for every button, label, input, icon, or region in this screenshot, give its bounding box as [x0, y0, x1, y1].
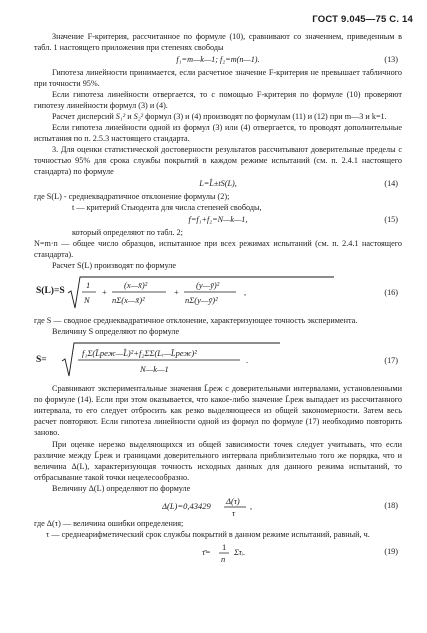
equation-number-18: (18) [384, 501, 398, 510]
svg-text:nΣ(x—x̄)²: nΣ(x—x̄)² [112, 295, 145, 305]
formula-13-text: f₁=m—k—1; f₂=m(n—1). [176, 55, 260, 64]
paragraph-where-s: где S — сводное среднеквадратичное отклонение, характеризующее точность эксперимента. [34, 316, 358, 325]
paragraph-delta-calc: Величину Δ(L) определяют по формуле [52, 484, 191, 493]
svg-text:τ: τ [232, 508, 236, 517]
dispersion-pre: Расчет дисперсий [52, 112, 114, 121]
svg-text:+: + [174, 287, 179, 297]
equation-number-16: (16) [384, 288, 398, 297]
paragraph-tau: τ — среднеарифметический срок службы покрытий в данном режиме испытаний, равный, ч. [46, 530, 370, 539]
equation-number-15: (15) [384, 215, 398, 224]
formula-16 [34, 275, 402, 311]
equation-number-19: (19) [384, 547, 398, 556]
svg-text:,: , [244, 287, 247, 297]
formula-14-text: L=L̂±tS(L), [199, 179, 237, 188]
svg-text:1: 1 [86, 280, 91, 290]
svg-text:(x—x̄)²: (x—x̄)² [124, 280, 148, 290]
svg-text:+: + [102, 287, 107, 297]
svg-text:N—k—1: N—k—1 [140, 364, 169, 374]
svg-text:nΣ(y—ȳ)²: nΣ(y—ȳ)² [185, 295, 218, 305]
svg-text:1: 1 [222, 542, 227, 552]
paragraph-additional-tests: Если гипотеза линейности одной из формул (3) или (4) отвергается, то проводят дополнительные испытания по п. 2.5.3 настоящего стандарта. [34, 123, 402, 143]
paragraph-where-delta: где Δ(τ) — величина ошибки определения; [34, 519, 184, 528]
formula-16-label: S(L)=S [36, 286, 65, 296]
paragraph-where-sl: где S(L) - среднеквадратичное отклонение формулы (2); [34, 192, 230, 201]
svg-text:Δ(L)=0,43429: Δ(L)=0,43429 [162, 501, 211, 511]
formula-17-label: S= [36, 355, 47, 365]
paragraph-student-t: t — критерий Стьюдента для числа степеней свободы, [72, 203, 262, 212]
svg-text:(y—ȳ)²: (y—ȳ)² [196, 280, 220, 290]
formula-19-graphic [202, 541, 282, 563]
equation-number-13: (13) [384, 55, 398, 64]
paragraph-sl-calc: Расчет S(L) производят по формуле [52, 261, 177, 270]
formula-15 [34, 214, 402, 226]
dispersion-post: формул (3) и (4) производят по формулам (11) и (12) при m—3 и k=1. [145, 112, 387, 121]
paragraph-f-criterion: Значение F-критерия, рассчитанное по формуле (10), сравнивают со значением, приведенным в табл. 1 настоящего приложения при степенях свободы [34, 32, 402, 52]
page-header: ГОСТ 9.045—75 С. 14 [312, 14, 413, 25]
formula-16-graphic [66, 275, 336, 311]
formula-18 [34, 495, 402, 517]
formula-13 [34, 54, 402, 66]
svg-text:Δ(τ): Δ(τ) [226, 496, 240, 506]
paragraph-table-2: который определяют по табл. 2; [72, 228, 183, 237]
paragraph-s-calc: Величину S определяют по формуле [52, 327, 180, 336]
svg-text:f₁Σ(L̄реж—L̂)²+f₂ΣΣ(Lᵢ—L̄реж)²: f₁Σ(L̄реж—L̂)²+f₂ΣΣ(Lᵢ—L̄реж)² [82, 348, 197, 358]
svg-text:n: n [221, 554, 226, 563]
dispersion-s2: S₂² [133, 112, 144, 121]
paragraph-hypothesis-rejected: Если гипотеза линейности отвергается, то с помощью F-критерия по формуле (10) проверяют гипотезу линейности формул (3) и (4). [34, 90, 402, 110]
formula-19 [34, 541, 402, 563]
svg-text:N: N [84, 295, 90, 305]
svg-text:.: . [246, 355, 249, 365]
svg-text:τ̄=: τ̄= [202, 547, 211, 557]
formula-17-graphic [60, 341, 320, 379]
paragraph-dispersion [34, 111, 402, 122]
equation-number-17: (17) [384, 356, 398, 365]
paragraph-total-samples: N=m·n — общее число образцов, испытанное при всех режимах испытаний (см. п. 2.4.1 настоящего стандарта). [34, 239, 402, 259]
formula-18-graphic [162, 495, 362, 517]
svg-text:,: , [250, 501, 253, 511]
paragraph-hypothesis-accepted: Гипотеза линейности принимается, если расчетное значение F-критерия не превышает табличного при точности 95%. [34, 68, 402, 88]
formula-14 [34, 178, 402, 190]
equation-number-14: (14) [384, 179, 398, 188]
formula-15-text: f=f₁+f₂=N—k—1, [188, 215, 248, 224]
svg-text:Στᵢ.: Στᵢ. [234, 547, 246, 557]
paragraph-compare: Сравнивают экспериментальные значения L̄реж с доверительными интервалами, установленными по формуле (14). Если при этом оказывается, что какое-либо значение L̄реж выпадает из рассчитанного интервала, то его следует отбросить как резко выделяющееся из общей закономерности. Затем весь расчет повторяют. Если гипотеза линейности одной из формул по формуле (17) необходимо повторить заново. [34, 384, 402, 437]
paragraph-confidence-limits: 3. Для оценки статистической достоверности результатов рассчитывают доверительные пределы с точностью 95% для срока службы покрытий в каждом режиме испытаний (см. п. 2.4.1 настоящего стандарта) по формуле [34, 145, 402, 176]
paragraph-outliers: При оценке нерезко выделяющихся из общей зависимости точек следует учитывать, что если различие между L̄реж и границами доверительного интервала приблизительно того же порядка, что и величина Δ(L), характеризующая точность исходных данных для данного режима испытаний, то отбрасывание такой точки нецелесообразно. [34, 440, 402, 482]
formula-17 [34, 341, 402, 379]
page-content [34, 31, 402, 564]
dispersion-s1: S₁² [115, 112, 126, 121]
dispersion-and: и [127, 112, 132, 121]
